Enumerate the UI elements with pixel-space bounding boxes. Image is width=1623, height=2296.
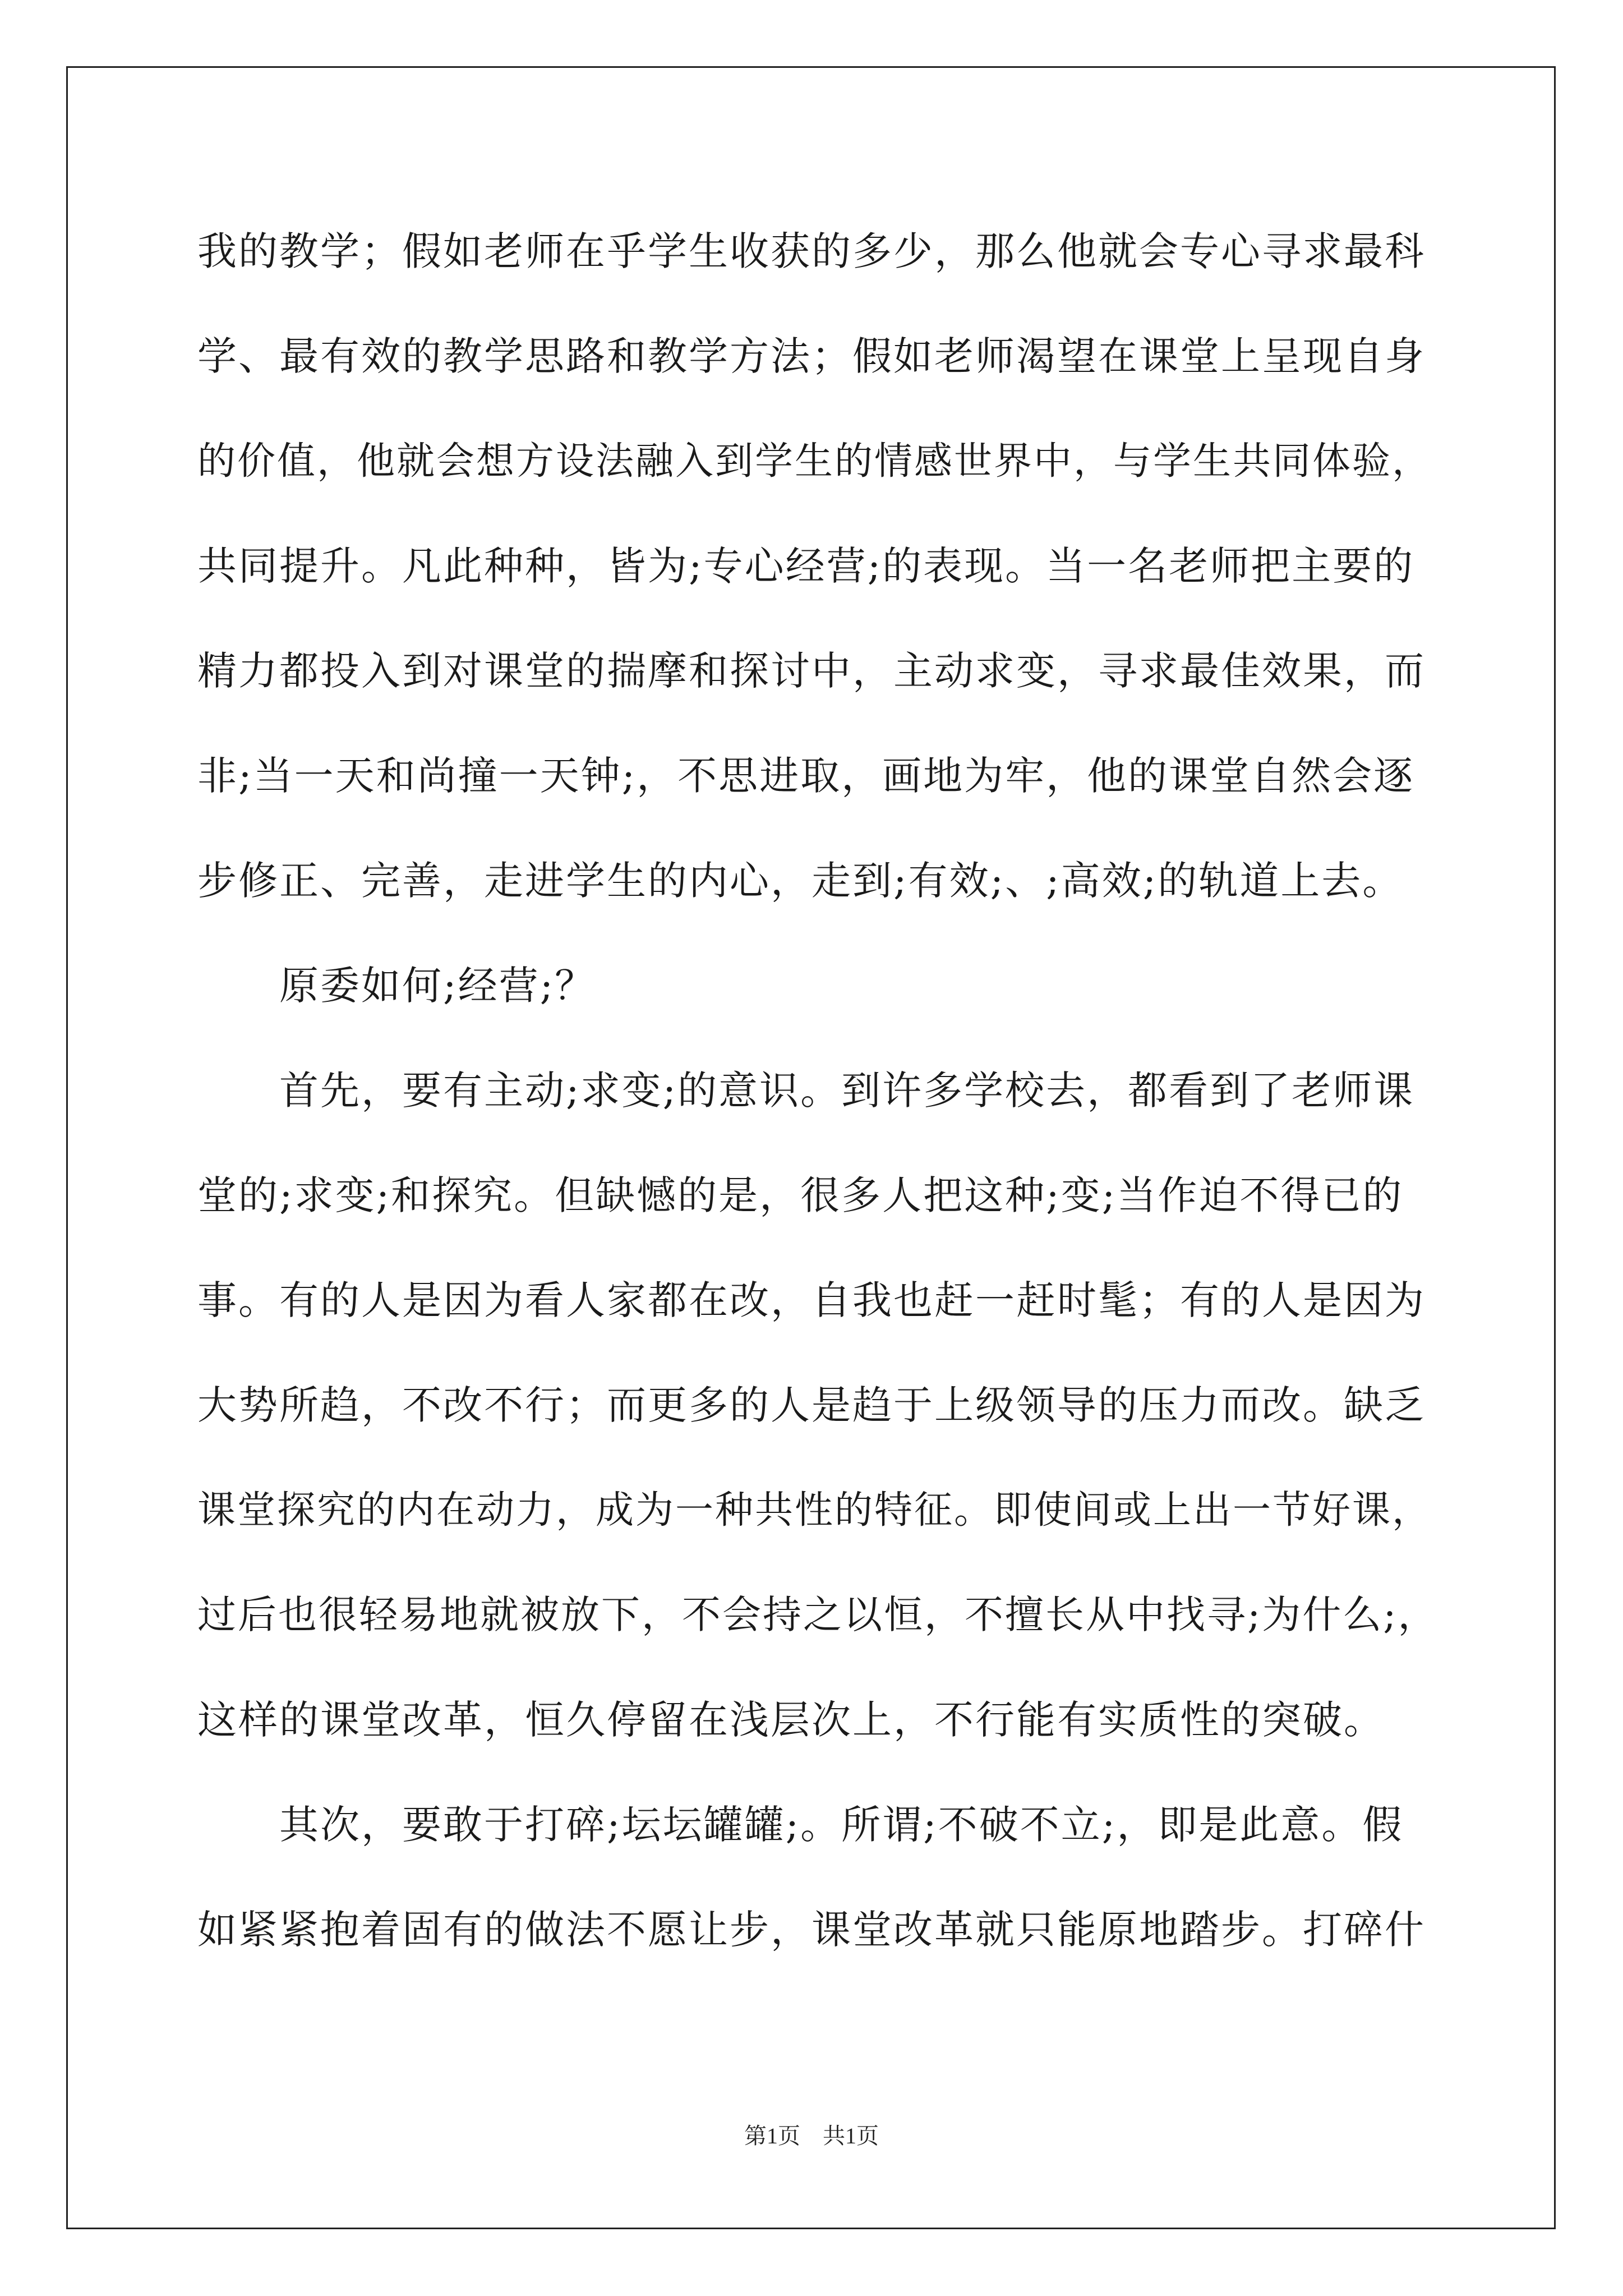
- text-line: 这样的课堂改革，恒久停留在浅层次上，不行能有实质性的突破。: [197, 1697, 1385, 1743]
- text-line: 共同提升。凡此种种，皆为;专心经营;的表现。当一名老师把主要的: [197, 543, 1415, 589]
- page-footer: [0, 2122, 1623, 2150]
- text-line: 精力都投入到对课堂的揣摩和探讨中，主动求变，寻求最佳效果，而: [197, 648, 1426, 694]
- document-body: [197, 216, 1440, 1999]
- text-line: 事。有的人是因为看人家都在改，自我也赶一赶时髦；有的人是因为: [197, 1277, 1426, 1323]
- text-line: 首先，要有主动;求变;的意识。到许多学校去，都看到了老师课: [197, 1068, 1415, 1114]
- text-line: 学、最有效的教学思路和教学方法；假如老师渴望在课堂上呈现自身: [197, 333, 1426, 379]
- text-line: 课堂探究的内在动力，成为一种共性的特征。即使间或上出一节好课，: [197, 1488, 1432, 1533]
- page-number: 第1页 共1页: [744, 2123, 879, 2148]
- text-line: 大势所趋，不改不行；而更多的人是趋于上级领导的压力而改。缺乏: [197, 1382, 1426, 1428]
- text-line: 原委如何;经营;？: [197, 963, 596, 1009]
- text-line: 堂的;求变;和探究。但缺憾的是，很多人把这种;变;当作迫不得已的: [197, 1172, 1404, 1218]
- text-line: 非;当一天和尚撞一天钟;，不思进取，画地为牢，他的课堂自然会逐: [197, 753, 1415, 799]
- text-line: 我的教学；假如老师在乎学生收获的多少，那么他就会专心寻求最科: [197, 228, 1426, 274]
- text-line: 过后也很轻易地就被放下，不会持之以恒，不擅长从中找寻;为什么;，: [197, 1593, 1438, 1637]
- text-line: 其次，要敢于打碎;坛坛罐罐;。所谓;不破不立;，即是此意。假: [197, 1802, 1404, 1848]
- text-line: 步修正、完善，走进学生的内心，走到;有效;、;高效;的轨道上去。: [197, 858, 1404, 904]
- text-line: 如紧紧抱着固有的做法不愿让步，课堂改革就只能原地踏步。打碎什: [197, 1907, 1426, 1953]
- text-line: 的价值，他就会想方设法融入到学生的情感世界中，与学生共同体验，: [197, 439, 1432, 484]
